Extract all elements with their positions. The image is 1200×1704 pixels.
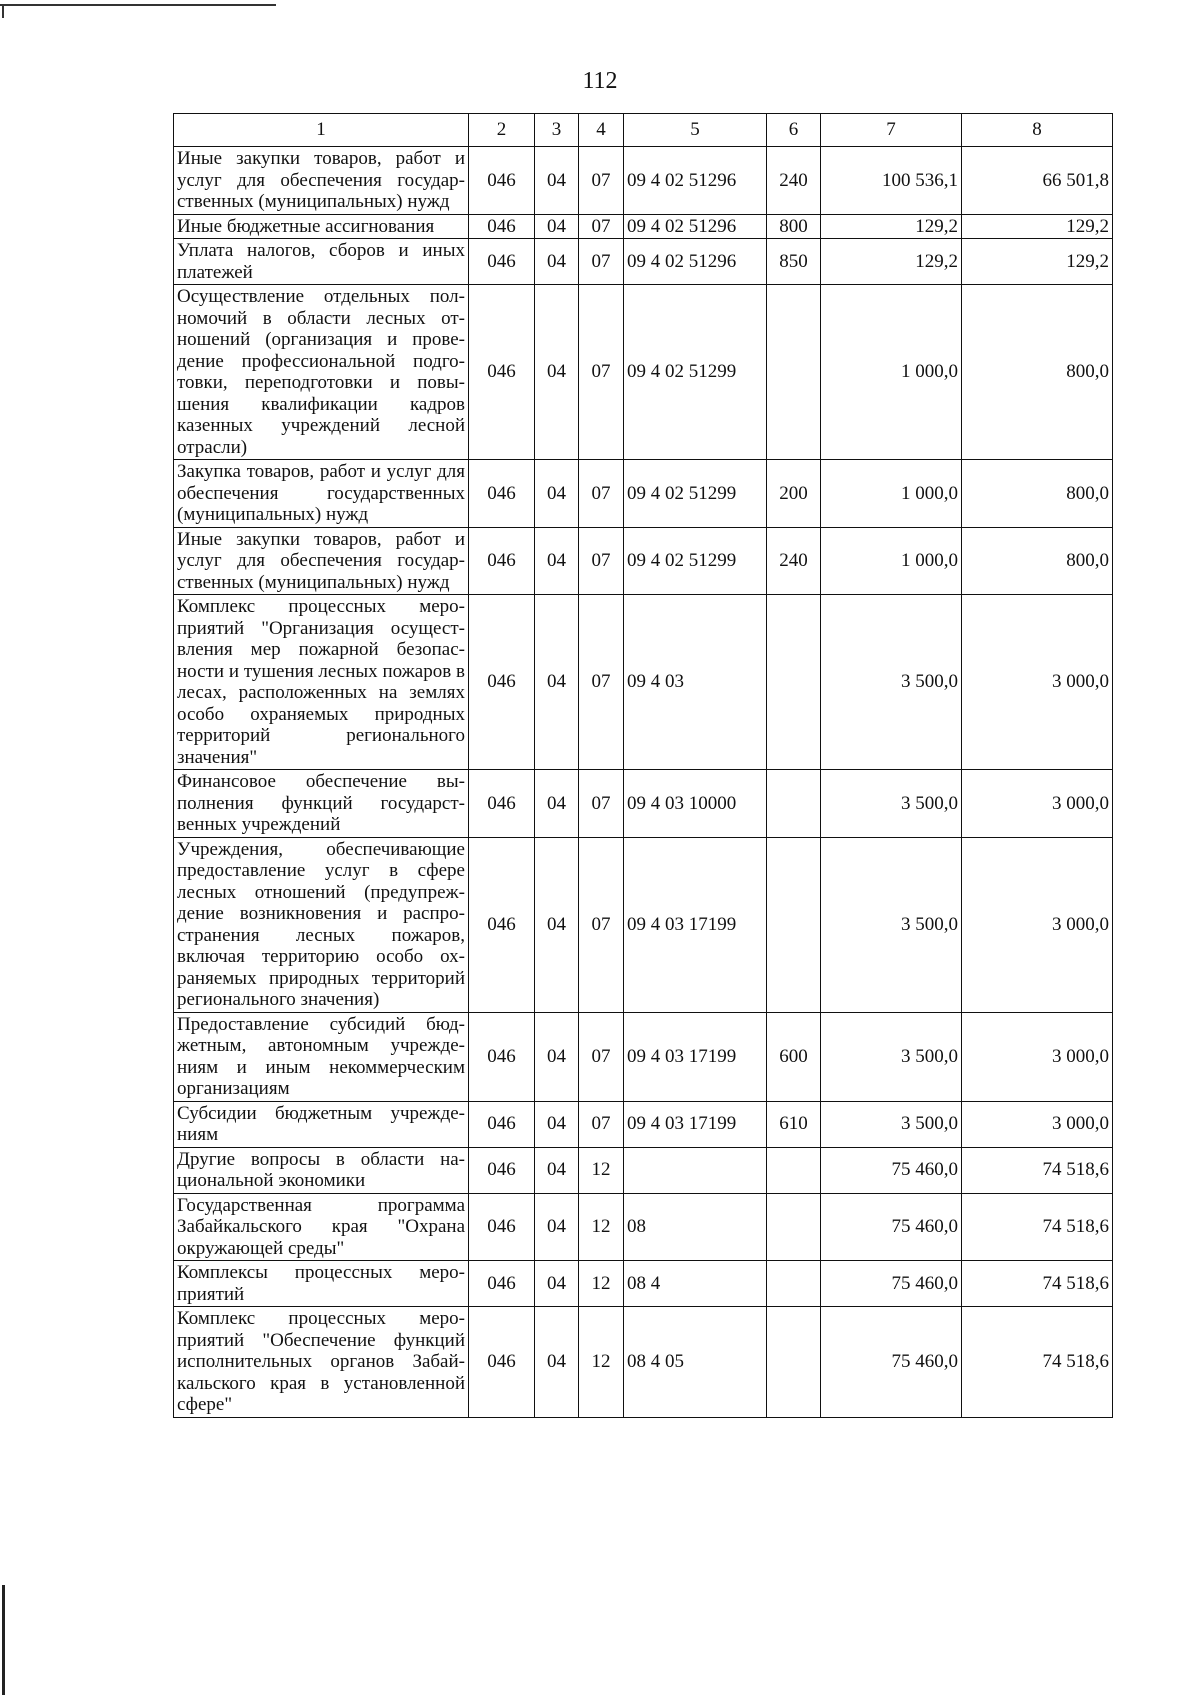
target-article-cell — [624, 1147, 767, 1193]
amount-cell-col8: 74 518,6 — [962, 1307, 1113, 1418]
table-row — [174, 214, 1113, 239]
amount-cell-col7: 1 000,0 — [821, 285, 962, 460]
section-cell: 04 — [535, 460, 579, 528]
column-header: 6 — [767, 114, 821, 147]
expense-type-cell: 800 — [767, 214, 821, 239]
amount-cell-col7: 3 500,0 — [821, 1012, 962, 1101]
row-name-cell: Другие вопросы в области национальной экономики — [174, 1147, 469, 1193]
table-row — [174, 595, 1113, 770]
table-row — [174, 239, 1113, 285]
target-article-cell: 09 4 02 51296 — [624, 214, 767, 239]
amount-cell-col7: 75 460,0 — [821, 1193, 962, 1261]
subsection-cell: 07 — [579, 285, 624, 460]
target-article-cell: 08 — [624, 1193, 767, 1261]
expense-type-cell — [767, 285, 821, 460]
row-name-cell: Осуществление отдельных полномочий в области лесных отношений (организация и проведение профессиональной подготовки, переподготовки и повышения квалификации кадров казенных учреждений лесной отрасли) — [174, 285, 469, 460]
amount-cell-col8: 66 501,8 — [962, 147, 1113, 215]
subsection-cell: 07 — [579, 595, 624, 770]
amount-cell-col7: 75 460,0 — [821, 1307, 962, 1418]
column-header: 4 — [579, 114, 624, 147]
scan-edge-line — [2, 1585, 5, 1695]
table-row — [174, 1307, 1113, 1418]
target-article-cell: 08 4 05 — [624, 1307, 767, 1418]
code-cell: 046 — [469, 239, 535, 285]
amount-cell-col7: 75 460,0 — [821, 1261, 962, 1307]
subsection-cell: 12 — [579, 1307, 624, 1418]
code-cell: 046 — [469, 1012, 535, 1101]
table-row — [174, 1012, 1113, 1101]
amount-cell-col8: 800,0 — [962, 460, 1113, 528]
amount-cell-col8: 74 518,6 — [962, 1147, 1113, 1193]
amount-cell-col7: 3 500,0 — [821, 1101, 962, 1147]
table-row — [174, 527, 1113, 595]
row-name-cell: Комплексы процессных мероприятий — [174, 1261, 469, 1307]
amount-cell-col8: 800,0 — [962, 285, 1113, 460]
amount-cell-col8: 129,2 — [962, 214, 1113, 239]
subsection-cell: 07 — [579, 527, 624, 595]
subsection-cell: 07 — [579, 239, 624, 285]
amount-cell-col7: 100 536,1 — [821, 147, 962, 215]
table-row — [174, 460, 1113, 528]
code-cell: 046 — [469, 595, 535, 770]
expense-type-cell — [767, 1307, 821, 1418]
expense-type-cell: 610 — [767, 1101, 821, 1147]
section-cell: 04 — [535, 285, 579, 460]
amount-cell-col7: 1 000,0 — [821, 527, 962, 595]
section-cell: 04 — [535, 147, 579, 215]
section-cell: 04 — [535, 1012, 579, 1101]
row-name-cell: Иные закупки товаров, работ и услуг для обеспечения государственных (муниципальных) нужд — [174, 147, 469, 215]
row-name-cell: Закупка товаров, работ и услуг для обеспечения государственных (муниципальных) нужд — [174, 460, 469, 528]
target-article-cell: 09 4 03 17199 — [624, 1012, 767, 1101]
amount-cell-col7: 129,2 — [821, 214, 962, 239]
code-cell: 046 — [469, 460, 535, 528]
expense-type-cell: 240 — [767, 147, 821, 215]
code-cell: 046 — [469, 214, 535, 239]
section-cell: 04 — [535, 1307, 579, 1418]
column-header: 7 — [821, 114, 962, 147]
row-name-cell: Иные закупки товаров, работ и услуг для обеспечения государственных (муниципальных) нужд — [174, 527, 469, 595]
column-header: 5 — [624, 114, 767, 147]
amount-cell-col7: 3 500,0 — [821, 837, 962, 1012]
expense-type-cell — [767, 595, 821, 770]
code-cell: 046 — [469, 1147, 535, 1193]
amount-cell-col8: 3 000,0 — [962, 1101, 1113, 1147]
section-cell: 04 — [535, 214, 579, 239]
table-row — [174, 1261, 1113, 1307]
code-cell: 046 — [469, 147, 535, 215]
section-cell: 04 — [535, 1193, 579, 1261]
expense-type-cell: 850 — [767, 239, 821, 285]
expense-type-cell — [767, 837, 821, 1012]
subsection-cell: 07 — [579, 147, 624, 215]
amount-cell-col8: 800,0 — [962, 527, 1113, 595]
amount-cell-col8: 3 000,0 — [962, 595, 1113, 770]
section-cell: 04 — [535, 1261, 579, 1307]
target-article-cell: 09 4 03 — [624, 595, 767, 770]
page-number: 112 — [582, 68, 618, 94]
code-cell: 046 — [469, 1307, 535, 1418]
section-cell: 04 — [535, 527, 579, 595]
amount-cell-col7: 3 500,0 — [821, 770, 962, 838]
section-cell: 04 — [535, 1101, 579, 1147]
column-header: 3 — [535, 114, 579, 147]
row-name-cell: Государственная программа Забайкальского края "Охрана окружающей среды" — [174, 1193, 469, 1261]
code-cell: 046 — [469, 837, 535, 1012]
row-name-cell: Уплата налогов, сборов и иных платежей — [174, 239, 469, 285]
expense-type-cell — [767, 770, 821, 838]
amount-cell-col8: 74 518,6 — [962, 1193, 1113, 1261]
target-article-cell: 09 4 03 17199 — [624, 1101, 767, 1147]
budget-table — [173, 113, 1113, 1418]
row-name-cell: Учреждения, обеспечивающие предоставление услуг в сфере лесных отношений (предупреждение возникновения и распространения лесных пожаров, включая территорию особо охраняемых природных территорий регионального значения) — [174, 837, 469, 1012]
amount-cell-col8: 74 518,6 — [962, 1261, 1113, 1307]
amount-cell-col8: 3 000,0 — [962, 770, 1113, 838]
expense-type-cell — [767, 1261, 821, 1307]
amount-cell-col7: 129,2 — [821, 239, 962, 285]
code-cell: 046 — [469, 285, 535, 460]
expense-type-cell: 240 — [767, 527, 821, 595]
code-cell: 046 — [469, 1193, 535, 1261]
scan-edge-line — [2, 4, 4, 18]
subsection-cell: 07 — [579, 770, 624, 838]
expense-type-cell: 200 — [767, 460, 821, 528]
target-article-cell: 09 4 02 51299 — [624, 527, 767, 595]
row-name-cell: Комплекс процессных мероприятий "Обеспечение функций исполнительных органов Забайкальского края в установленной сфере" — [174, 1307, 469, 1418]
subsection-cell: 12 — [579, 1261, 624, 1307]
section-cell: 04 — [535, 595, 579, 770]
subsection-cell: 12 — [579, 1147, 624, 1193]
target-article-cell: 09 4 02 51299 — [624, 460, 767, 528]
table-row — [174, 770, 1113, 838]
subsection-cell: 07 — [579, 214, 624, 239]
amount-cell-col8: 3 000,0 — [962, 837, 1113, 1012]
amount-cell-col7: 75 460,0 — [821, 1147, 962, 1193]
row-name-cell: Предоставление субсидий бюджетным, автономным учреждениям и иным некоммерческим организациям — [174, 1012, 469, 1101]
target-article-cell: 09 4 03 17199 — [624, 837, 767, 1012]
column-header: 2 — [469, 114, 535, 147]
subsection-cell: 07 — [579, 837, 624, 1012]
amount-cell-col7: 3 500,0 — [821, 595, 962, 770]
table-row — [174, 837, 1113, 1012]
table-row — [174, 285, 1113, 460]
row-name-cell: Субсидии бюджетным учреждениям — [174, 1101, 469, 1147]
expense-type-cell — [767, 1147, 821, 1193]
column-header: 8 — [962, 114, 1113, 147]
code-cell: 046 — [469, 770, 535, 838]
target-article-cell: 09 4 02 51296 — [624, 239, 767, 285]
table-row — [174, 1101, 1113, 1147]
expense-type-cell: 600 — [767, 1012, 821, 1101]
code-cell: 046 — [469, 1261, 535, 1307]
target-article-cell: 09 4 02 51296 — [624, 147, 767, 215]
row-name-cell: Финансовое обеспечение выполнения функций государственных учреждений — [174, 770, 469, 838]
target-article-cell: 09 4 02 51299 — [624, 285, 767, 460]
section-cell: 04 — [535, 1147, 579, 1193]
subsection-cell: 12 — [579, 1193, 624, 1261]
table-row — [174, 1193, 1113, 1261]
row-name-cell: Иные бюджетные ассигнования — [174, 214, 469, 239]
subsection-cell: 07 — [579, 460, 624, 528]
header-row — [174, 114, 1113, 147]
amount-cell-col8: 129,2 — [962, 239, 1113, 285]
table-row — [174, 147, 1113, 215]
column-header: 1 — [174, 114, 469, 147]
amount-cell-col7: 1 000,0 — [821, 460, 962, 528]
code-cell: 046 — [469, 1101, 535, 1147]
subsection-cell: 07 — [579, 1012, 624, 1101]
section-cell: 04 — [535, 837, 579, 1012]
target-article-cell: 09 4 03 10000 — [624, 770, 767, 838]
code-cell: 046 — [469, 527, 535, 595]
section-cell: 04 — [535, 239, 579, 285]
amount-cell-col8: 3 000,0 — [962, 1012, 1113, 1101]
section-cell: 04 — [535, 770, 579, 838]
scan-edge-line — [0, 4, 276, 6]
row-name-cell: Комплекс процессных мероприятий "Организация осуществления мер пожарной безопасности и тушения лесных пожаров в лесах, расположенных на землях особо охраняемых природных территорий регионального значения" — [174, 595, 469, 770]
target-article-cell: 08 4 — [624, 1261, 767, 1307]
table-row — [174, 1147, 1113, 1193]
expense-type-cell — [767, 1193, 821, 1261]
subsection-cell: 07 — [579, 1101, 624, 1147]
